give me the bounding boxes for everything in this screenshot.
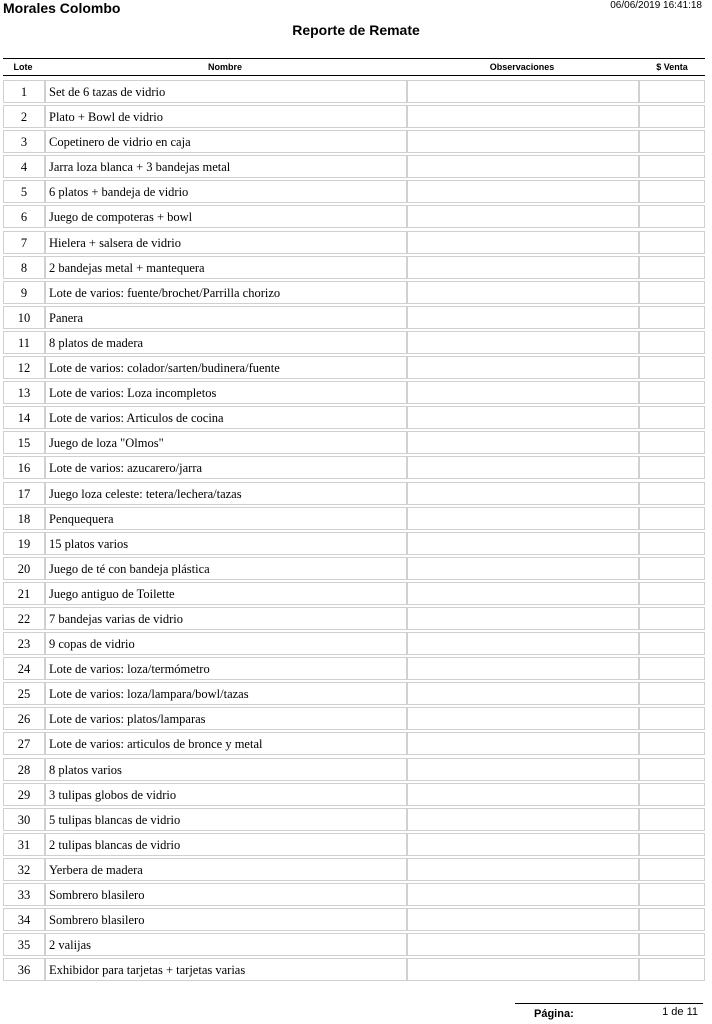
venta-cell (639, 582, 705, 605)
observaciones-cell (407, 155, 639, 178)
nombre-cell: Juego loza celeste: tetera/lechera/tazas (45, 482, 407, 505)
lote-cell: 29 (3, 783, 45, 806)
table-row (3, 807, 705, 832)
observaciones-cell (407, 858, 639, 881)
observaciones-cell (407, 783, 639, 806)
observaciones-cell (407, 758, 639, 781)
venta-cell (639, 507, 705, 530)
lote-cell: 14 (3, 406, 45, 429)
nombre-cell: Plato + Bowl de vidrio (45, 105, 407, 128)
lote-cell: 18 (3, 507, 45, 530)
lote-cell: 9 (3, 281, 45, 304)
lote-cell: 5 (3, 180, 45, 203)
venta-cell (639, 306, 705, 329)
column-headers (3, 62, 705, 76)
venta-cell (639, 808, 705, 831)
table-row (3, 731, 705, 756)
lote-cell: 23 (3, 632, 45, 655)
table-row (3, 656, 705, 681)
nombre-cell: 15 platos varios (45, 532, 407, 555)
venta-cell (639, 130, 705, 153)
venta-cell (639, 256, 705, 279)
observaciones-cell (407, 908, 639, 931)
table-row (3, 857, 705, 882)
lote-cell: 36 (3, 958, 45, 981)
table-row (3, 481, 705, 506)
observaciones-cell (407, 180, 639, 203)
observaciones-cell (407, 808, 639, 831)
table-row (3, 531, 705, 556)
nombre-cell: Lote de varios: Loza incompletos (45, 381, 407, 404)
venta-cell (639, 406, 705, 429)
observaciones-cell (407, 431, 639, 454)
nombre-cell: Lote de varios: loza/lampara/bowl/tazas (45, 682, 407, 705)
venta-cell (639, 858, 705, 881)
table-row (3, 631, 705, 656)
page-label: Página: (534, 1008, 574, 1020)
nombre-cell: Juego de loza "Olmos" (45, 431, 407, 454)
lote-cell: 2 (3, 105, 45, 128)
venta-cell (639, 933, 705, 956)
report-title: Reporte de Remate (292, 22, 420, 38)
venta-cell (639, 883, 705, 906)
nombre-cell: Hielera + salsera de vidrio (45, 231, 407, 254)
nombre-cell: Lote de varios: loza/termómetro (45, 657, 407, 680)
venta-cell (639, 155, 705, 178)
observaciones-cell (407, 80, 639, 103)
table-row (3, 882, 705, 907)
observaciones-cell (407, 381, 639, 404)
nombre-cell: 7 bandejas varias de vidrio (45, 607, 407, 630)
table-row (3, 255, 705, 280)
venta-cell (639, 281, 705, 304)
observaciones-cell (407, 256, 639, 279)
nombre-cell: 2 valijas (45, 933, 407, 956)
report-timestamp: 06/06/2019 16:41:18 (610, 0, 702, 11)
table-row (3, 179, 705, 204)
table-row (3, 430, 705, 455)
nombre-cell: Lote de varios: Articulos de cocina (45, 406, 407, 429)
company-name: Morales Colombo (3, 0, 121, 16)
table-row (3, 280, 705, 305)
lote-cell: 15 (3, 431, 45, 454)
nombre-cell: Lote de varios: platos/lamparas (45, 707, 407, 730)
observaciones-cell (407, 331, 639, 354)
nombre-cell: Lote de varios: azucarero/jarra (45, 456, 407, 479)
nombre-cell: 8 platos de madera (45, 331, 407, 354)
venta-cell (639, 607, 705, 630)
table-row (3, 581, 705, 606)
lote-cell: 24 (3, 657, 45, 680)
observaciones-cell (407, 682, 639, 705)
lote-cell: 35 (3, 933, 45, 956)
observaciones-cell (407, 933, 639, 956)
table-row (3, 757, 705, 782)
table-row (3, 907, 705, 932)
observaciones-cell (407, 281, 639, 304)
observaciones-cell (407, 406, 639, 429)
observaciones-cell (407, 205, 639, 228)
nombre-cell: 5 tulipas blancas de vidrio (45, 808, 407, 831)
lote-cell: 21 (3, 582, 45, 605)
venta-cell (639, 657, 705, 680)
venta-cell (639, 707, 705, 730)
nombre-cell: Panera (45, 306, 407, 329)
nombre-cell: 3 tulipas globos de vidrio (45, 783, 407, 806)
venta-cell (639, 356, 705, 379)
observaciones-cell (407, 958, 639, 981)
observaciones-cell (407, 582, 639, 605)
table-row (3, 154, 705, 179)
nombre-cell: 2 tulipas blancas de vidrio (45, 833, 407, 856)
lote-cell: 28 (3, 758, 45, 781)
lote-cell: 11 (3, 331, 45, 354)
lote-cell: 16 (3, 456, 45, 479)
observaciones-cell (407, 231, 639, 254)
venta-cell (639, 532, 705, 555)
lote-cell: 30 (3, 808, 45, 831)
table-row (3, 706, 705, 731)
nombre-cell: Jarra loza blanca + 3 bandejas metal (45, 155, 407, 178)
footer-divider (515, 1003, 703, 1004)
venta-cell (639, 180, 705, 203)
lote-cell: 22 (3, 607, 45, 630)
lote-cell: 3 (3, 130, 45, 153)
nombre-cell: Juego de té con bandeja plástica (45, 557, 407, 580)
lote-cell: 32 (3, 858, 45, 881)
lote-cell: 33 (3, 883, 45, 906)
nombre-cell: Lote de varios: colador/sarten/budinera/fuente (45, 356, 407, 379)
nombre-cell: Exhibidor para tarjetas + tarjetas varias (45, 958, 407, 981)
nombre-cell: Copetinero de vidrio en caja (45, 130, 407, 153)
nombre-cell: Juego de compoteras + bowl (45, 205, 407, 228)
venta-cell (639, 80, 705, 103)
lote-cell: 12 (3, 356, 45, 379)
venta-cell (639, 105, 705, 128)
page-number: 1 de 11 (662, 1006, 698, 1018)
lote-cell: 26 (3, 707, 45, 730)
table-row (3, 305, 705, 330)
lote-cell: 20 (3, 557, 45, 580)
table-row (3, 556, 705, 581)
nombre-cell: Yerbera de madera (45, 858, 407, 881)
nombre-cell: Sombrero blasilero (45, 908, 407, 931)
observaciones-cell (407, 482, 639, 505)
table-row (3, 405, 705, 430)
venta-cell (639, 381, 705, 404)
venta-cell (639, 732, 705, 755)
table-row (3, 79, 705, 104)
venta-cell (639, 758, 705, 781)
table-row (3, 932, 705, 957)
lote-cell: 27 (3, 732, 45, 755)
venta-cell (639, 482, 705, 505)
observaciones-cell (407, 532, 639, 555)
venta-cell (639, 833, 705, 856)
nombre-cell: Sombrero blasilero (45, 883, 407, 906)
table-row (3, 355, 705, 380)
observaciones-cell (407, 557, 639, 580)
column-header-nombre: Nombre (207, 62, 242, 72)
lote-cell: 19 (3, 532, 45, 555)
column-header-observaciones: Observaciones (489, 62, 555, 72)
lote-cell: 25 (3, 682, 45, 705)
nombre-cell: Juego antiguo de Toilette (45, 582, 407, 605)
venta-cell (639, 456, 705, 479)
venta-cell (639, 958, 705, 981)
header-divider-top (3, 58, 705, 59)
observaciones-cell (407, 507, 639, 530)
observaciones-cell (407, 657, 639, 680)
table-row (3, 782, 705, 807)
lote-cell: 7 (3, 231, 45, 254)
venta-cell (639, 682, 705, 705)
venta-cell (639, 231, 705, 254)
nombre-cell: Lote de varios: articulos de bronce y metal (45, 732, 407, 755)
lote-cell: 10 (3, 306, 45, 329)
lote-cell: 6 (3, 205, 45, 228)
nombre-cell: Lote de varios: fuente/brochet/Parrilla chorizo (45, 281, 407, 304)
nombre-cell: 2 bandejas metal + mantequera (45, 256, 407, 279)
column-header-venta: $ Venta (656, 62, 688, 72)
table-row (3, 104, 705, 129)
venta-cell (639, 331, 705, 354)
observaciones-cell (407, 883, 639, 906)
observaciones-cell (407, 732, 639, 755)
table-row (3, 832, 705, 857)
observaciones-cell (407, 130, 639, 153)
table-row (3, 506, 705, 531)
lots-table (3, 79, 705, 982)
venta-cell (639, 908, 705, 931)
header-divider-bottom (3, 75, 705, 76)
observaciones-cell (407, 833, 639, 856)
observaciones-cell (407, 707, 639, 730)
column-header-lote: Lote (13, 62, 33, 72)
observaciones-cell (407, 456, 639, 479)
nombre-cell: 9 copas de vidrio (45, 632, 407, 655)
table-row (3, 681, 705, 706)
lote-cell: 8 (3, 256, 45, 279)
venta-cell (639, 783, 705, 806)
nombre-cell: Set de 6 tazas de vidrio (45, 80, 407, 103)
lote-cell: 4 (3, 155, 45, 178)
venta-cell (639, 205, 705, 228)
table-row (3, 204, 705, 229)
observaciones-cell (407, 306, 639, 329)
lote-cell: 17 (3, 482, 45, 505)
lote-cell: 34 (3, 908, 45, 931)
observaciones-cell (407, 105, 639, 128)
table-row (3, 957, 705, 982)
table-row (3, 230, 705, 255)
lote-cell: 31 (3, 833, 45, 856)
venta-cell (639, 431, 705, 454)
nombre-cell: Penquequera (45, 507, 407, 530)
lote-cell: 1 (3, 80, 45, 103)
table-row (3, 380, 705, 405)
lote-cell: 13 (3, 381, 45, 404)
nombre-cell: 6 platos + bandeja de vidrio (45, 180, 407, 203)
observaciones-cell (407, 356, 639, 379)
table-row (3, 330, 705, 355)
observaciones-cell (407, 632, 639, 655)
venta-cell (639, 632, 705, 655)
table-row (3, 129, 705, 154)
venta-cell (639, 557, 705, 580)
table-row (3, 606, 705, 631)
table-row (3, 455, 705, 480)
observaciones-cell (407, 607, 639, 630)
nombre-cell: 8 platos varios (45, 758, 407, 781)
